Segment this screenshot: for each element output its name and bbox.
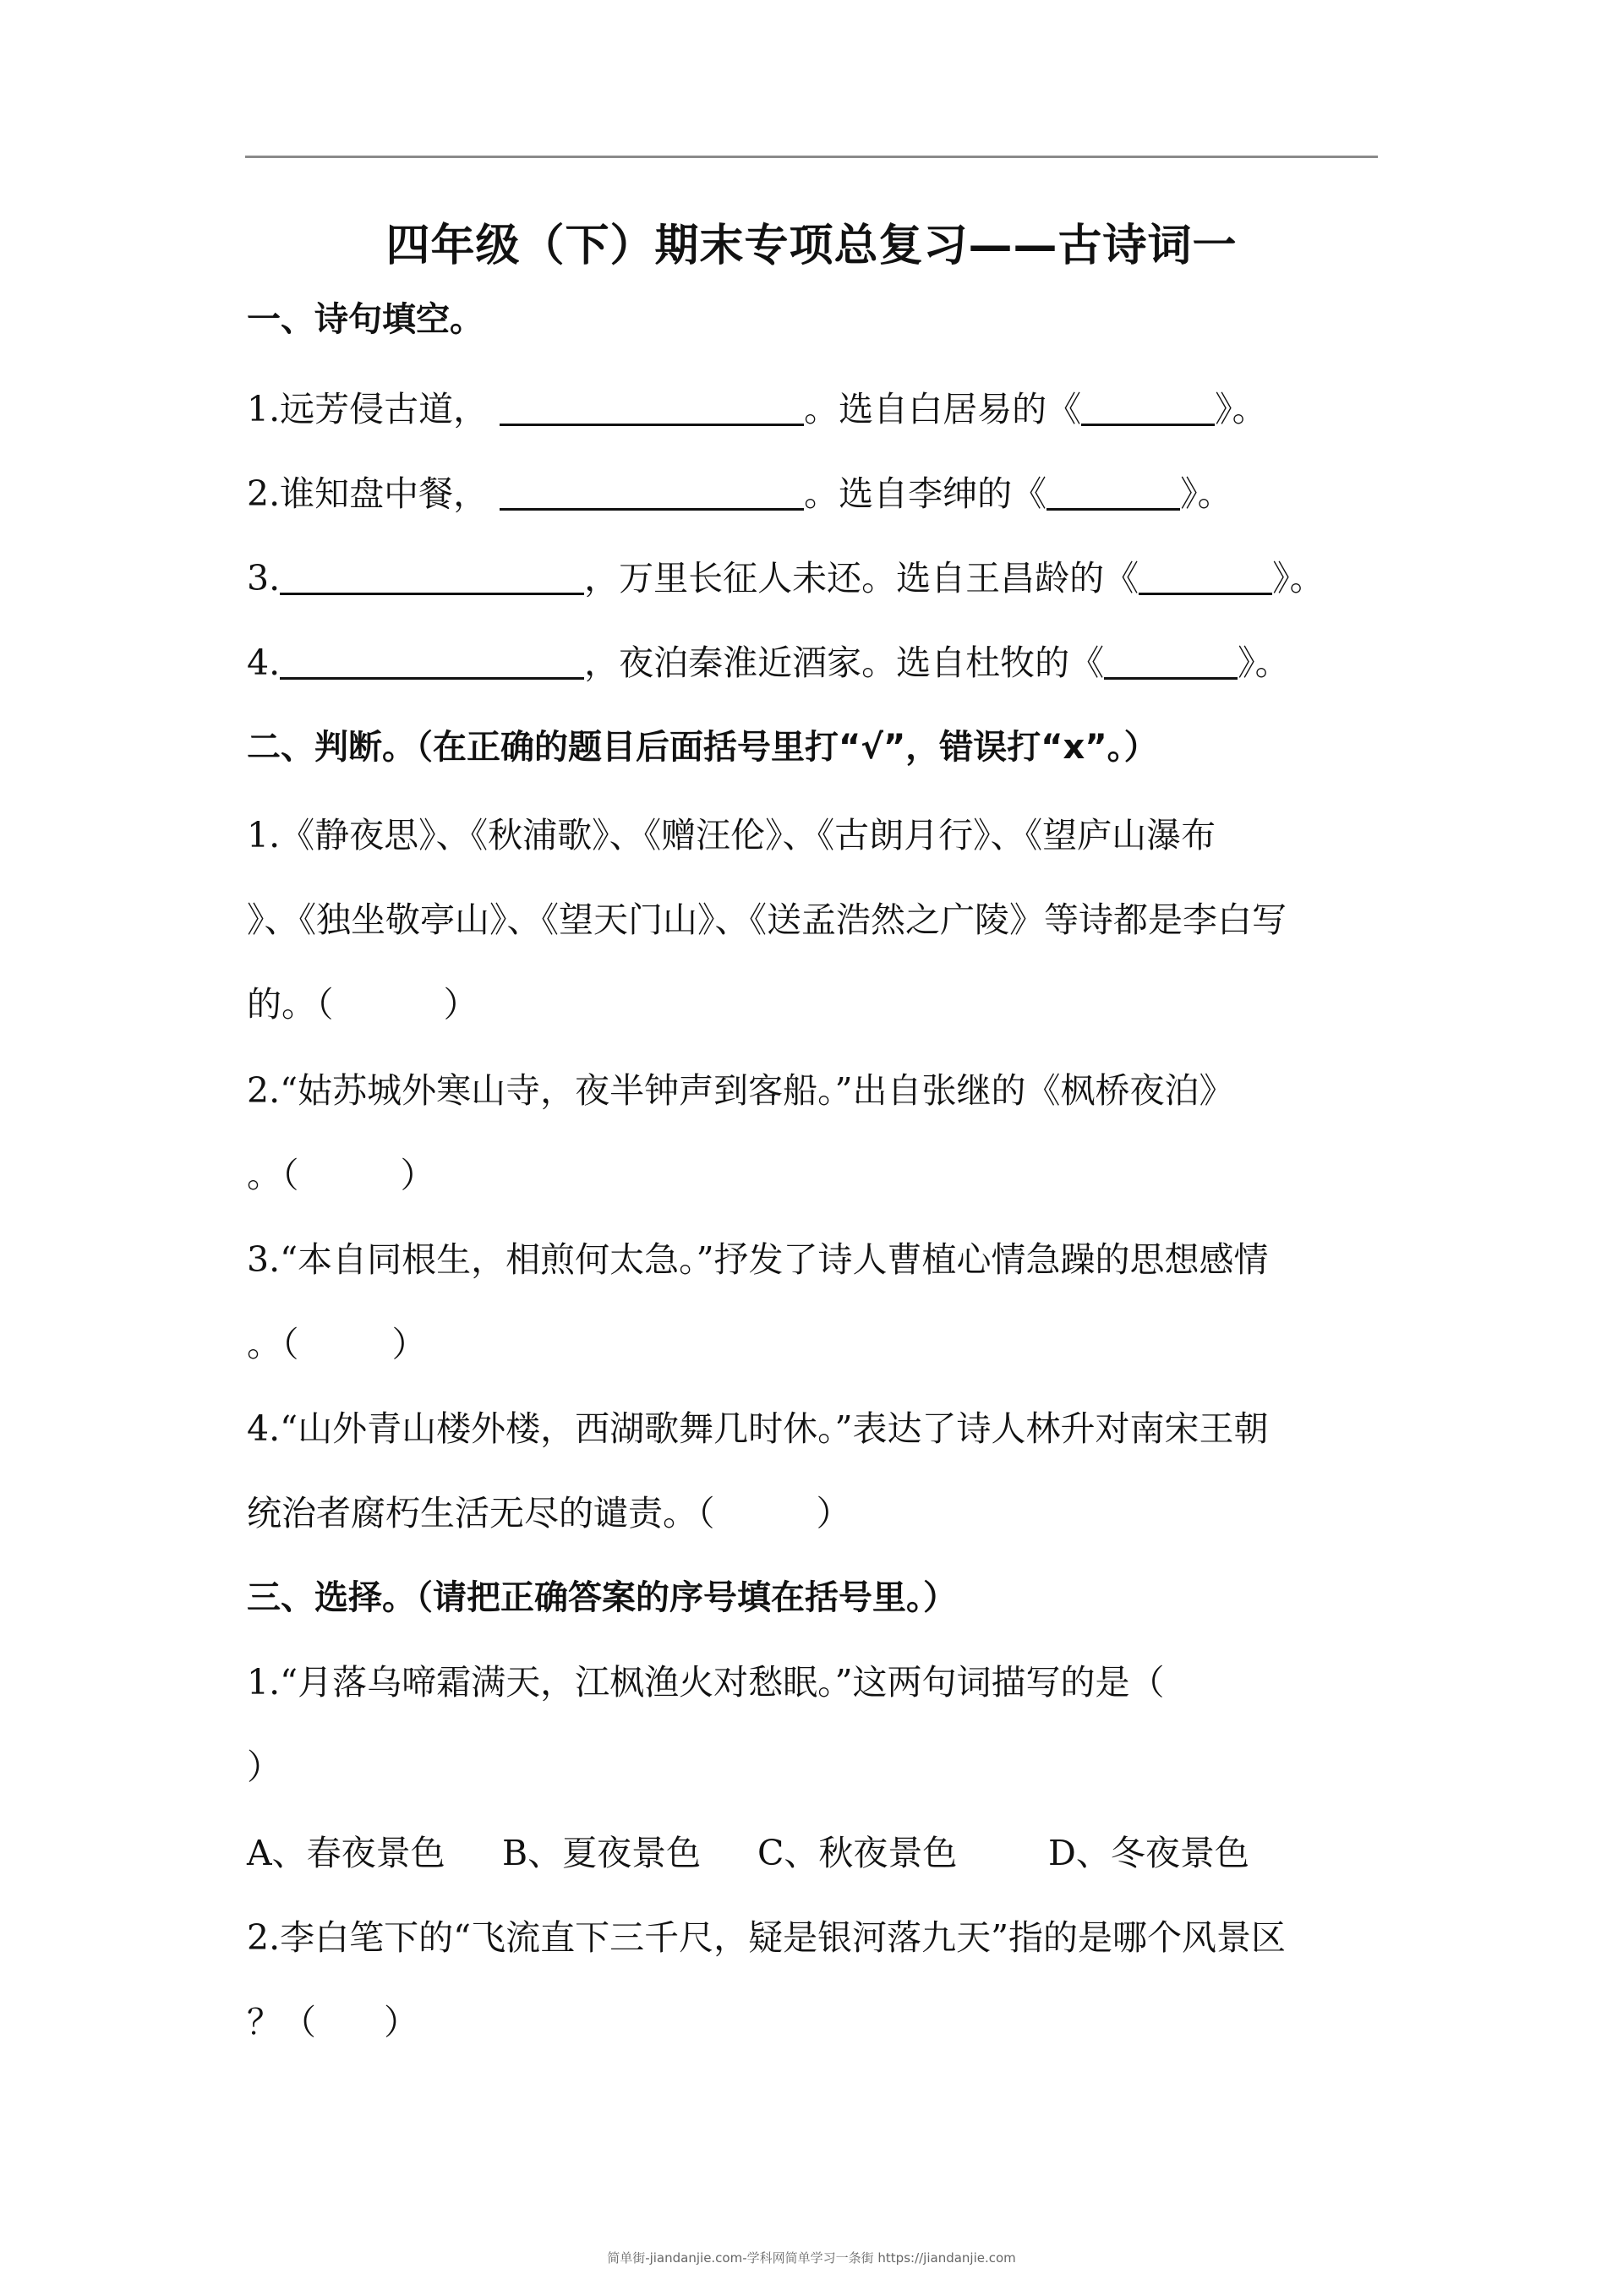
- fill-item-2-prefix: 2.谁知盘中餐，: [247, 473, 489, 514]
- fill-item-4-prefix: 4.: [247, 642, 281, 683]
- fill-item-1-suffix: 》。: [1215, 389, 1267, 429]
- judge-item-4-line-2: [247, 1490, 851, 1537]
- option-b[interactable]: B、夏夜景色: [502, 1833, 702, 1873]
- judge-item-1-text: 的。（: [247, 984, 334, 1025]
- fill-item-3-prefix: 3.: [247, 558, 281, 599]
- choice-item-2-line-2: [247, 1998, 418, 2046]
- choice-item-2-line-1: 2.李白笔下的“飞流直下三千尺，疑是银河落九天”指的是哪个风景区: [247, 1917, 1287, 1958]
- judge-item-2-line-1: 2.“姑苏城外寒山寺，夜半钟声到客船。”出自张继的《枫桥夜泊》: [247, 1070, 1234, 1111]
- page-title: 四年级（下）期末专项总复习——古诗词一: [385, 221, 1238, 271]
- judge-item-2-close-paren: ）: [400, 1155, 435, 1195]
- judge-item-4-close-paren: ）: [816, 1493, 851, 1533]
- judge-item-2-line-2: [247, 1151, 435, 1199]
- fill-item-3-mid: ，万里长征人未还。选自王昌龄的《: [584, 558, 1139, 599]
- fill-item-2-answer-blank[interactable]: [500, 474, 804, 511]
- fill-item-1-prefix: 1.远芳侵古道，: [247, 389, 489, 429]
- judge-item-1-line-3: [247, 981, 478, 1028]
- option-a[interactable]: A、春夜景色: [247, 1833, 445, 1873]
- fill-item-4-answer-blank[interactable]: [280, 643, 584, 680]
- option-c[interactable]: C、秋夜景色: [757, 1833, 958, 1873]
- judge-item-4-text: 统治者腐朽生活无尽的谴责。（: [247, 1493, 715, 1533]
- judge-item-3-close-paren: ）: [391, 1324, 427, 1364]
- fill-item-2: [247, 470, 1232, 517]
- header-rule: [245, 156, 1378, 158]
- fill-item-4-mid: ，夜泊秦淮近酒家。选自杜牧的《: [584, 642, 1105, 683]
- fill-item-1-answer-blank[interactable]: [500, 390, 804, 426]
- judge-item-2-text: 。（: [247, 1155, 299, 1195]
- fill-item-2-mid: 。选自李绅的《: [804, 473, 1047, 514]
- fill-item-3: [247, 555, 1325, 602]
- section-3-heading: 三、选择。（请把正确答案的序号填在括号里。）: [247, 1578, 957, 1617]
- fill-item-2-suffix: 》。: [1180, 473, 1232, 514]
- fill-item-4-title-blank[interactable]: [1104, 643, 1238, 680]
- judge-item-1-close-paren: ）: [443, 984, 478, 1025]
- fill-item-1-title-blank[interactable]: [1081, 390, 1215, 426]
- choice-item-2-text: ？（: [247, 2002, 316, 2042]
- section-2-heading: 二、判断。（在正确的题目后面括号里打“√”，错误打“x”。）: [247, 728, 1158, 767]
- fill-item-3-suffix: 》。: [1272, 558, 1325, 599]
- option-d[interactable]: D、冬夜景色: [1048, 1833, 1249, 1873]
- fill-item-1: [247, 385, 1267, 433]
- fill-item-3-title-blank[interactable]: [1139, 559, 1272, 595]
- choice-item-1-line-1: 1.“月落乌啼霜满天，江枫渔火对愁眠。”这两句词描写的是（: [247, 1662, 1165, 1703]
- choice-item-2-close-paren: ）: [384, 2002, 418, 2042]
- section-1-heading: 一、诗句填空。: [247, 300, 484, 339]
- fill-item-3-answer-blank[interactable]: [280, 559, 584, 595]
- fill-item-1-mid: 。选自白居易的《: [804, 389, 1082, 429]
- judge-item-4-line-1: 4.“山外青山楼外楼，西湖歌舞几时休。”表达了诗人林升对南宋王朝: [247, 1408, 1269, 1449]
- judge-item-3-line-1: 3.“本自同根生，相煎何太急。”抒发了诗人曹植心情急躁的思想感情: [247, 1239, 1269, 1280]
- choice-item-1-line-2: ）: [247, 1747, 281, 1787]
- judge-item-1-line-2: 》、《独坐敬亭山》、《望天门山》、《送孟浩然之广陵》等诗都是李白写: [247, 899, 1287, 940]
- fill-item-4: [247, 639, 1290, 686]
- page-footer-watermark: 简单街-jiandanjie.com-学科网简单学习一条街 https://jiandanjie.com: [607, 2250, 1016, 2266]
- judge-item-3-text: 。（: [247, 1324, 299, 1364]
- fill-item-2-title-blank[interactable]: [1046, 474, 1180, 511]
- judge-item-1-line-1: 1.《静夜思》、《秋浦歌》、《赠汪伦》、《古朗月行》、《望庐山瀑布: [247, 815, 1216, 856]
- judge-item-3-line-2: [247, 1320, 427, 1368]
- fill-item-4-suffix: 》。: [1238, 642, 1290, 683]
